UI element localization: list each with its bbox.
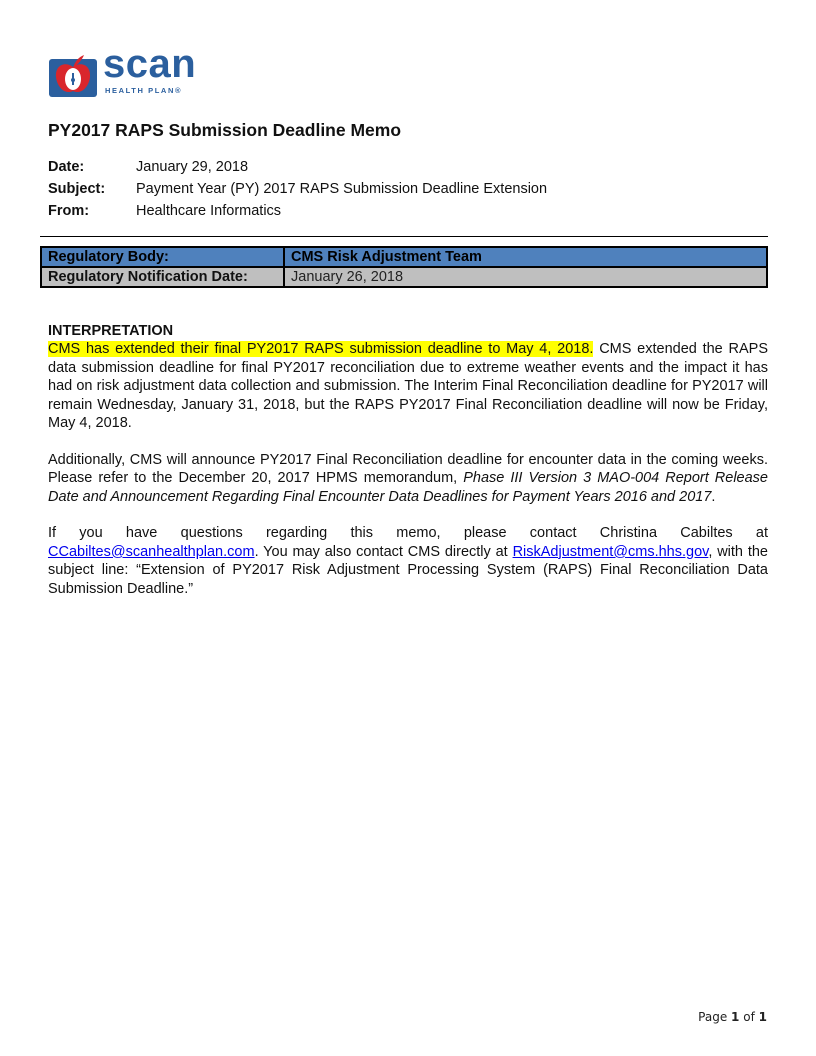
paragraph-2-end: .	[711, 488, 716, 505]
logo-subtitle: HEALTH PLAN®	[105, 86, 183, 95]
meta-subject-label: Subject:	[48, 181, 106, 197]
logo-wordmark: scan	[103, 42, 197, 86]
regulatory-date-value: January 26, 2018	[284, 267, 767, 287]
paragraph-2	[48, 451, 768, 506]
regulatory-body-label: Regulatory Body:	[41, 247, 284, 267]
scan-health-plan-logo	[49, 42, 209, 100]
meta-from-value: Healthcare Informatics	[136, 203, 282, 219]
regulatory-date-label: Regulatory Notification Date:	[41, 267, 284, 287]
paragraph-3-end: , with the subject line: “Extension of PY2017 Risk Adjustment Processing System (RAPS) Final Reconciliation Data Submission Deadline.”	[48, 543, 768, 597]
regulatory-body-value: CMS Risk Adjustment Team	[284, 247, 767, 267]
paragraph-3	[48, 524, 768, 598]
paragraph-1-text: CMS extended the RAPS data submission deadline for final PY2017 reconciliation due to extreme weather events and the impact it has had on risk adjustment data collection and submission. The Interim Final Reconciliation deadline for PY2017 will remain Wednesday, January 31, 2018, but the RAPS PY2017 Final Reconciliation deadline will now be Friday, May 4, 2018.	[48, 341, 768, 432]
meta-from-label: From:	[48, 203, 90, 219]
email-link-riskadjustment[interactable]: RiskAdjustment@cms.hhs.gov	[512, 543, 709, 560]
paragraph-1	[48, 340, 768, 432]
interpretation-heading: INTERPRETATION	[48, 323, 174, 339]
meta-row-date	[48, 158, 547, 180]
page-current: 1	[731, 1010, 740, 1024]
highlighted-sentence: CMS has extended their final PY2017 RAPS submission deadline to May 4, 2018.	[48, 341, 594, 358]
regulatory-table	[40, 246, 768, 288]
regulatory-date-row	[41, 267, 767, 287]
paragraph-3-mid: . You may also contact CMS directly at	[254, 543, 513, 560]
memo-title: PY2017 RAPS Submission Deadline Memo	[48, 120, 402, 140]
paragraph-3-text: If you have questions regarding this memo, please contact Christina Cabiltes at	[48, 525, 768, 542]
email-link-ccabiltes[interactable]: CCabiltes@scanhealthplan.com	[48, 543, 255, 560]
meta-row-from	[48, 202, 547, 224]
regulatory-body-row	[41, 247, 767, 267]
horizontal-divider	[40, 236, 768, 237]
meta-date-label: Date:	[48, 159, 85, 175]
page-word: Page	[698, 1010, 728, 1024]
paragraph-2-text: Additionally, CMS will announce PY2017 Final Reconciliation deadline for encounter data in the coming weeks. Please refer to the December 20, 2017 HPMS memorandum,	[48, 451, 768, 487]
page-total: 1	[758, 1010, 767, 1024]
memorandum-title: Phase III Version 3 MAO-004 Report Release Date and Announcement Regarding Final Encounter Data Deadlines for Payment Years 2016 and 2017	[48, 470, 768, 505]
apple-logo-icon	[49, 51, 97, 97]
page-number-footer	[698, 1010, 767, 1024]
of-word: of	[743, 1010, 755, 1024]
memo-body	[48, 322, 768, 616]
memo-meta	[48, 158, 547, 224]
meta-row-subject	[48, 180, 547, 202]
meta-date-value: January 29, 2018	[136, 159, 249, 175]
meta-subject-value: Payment Year (PY) 2017 RAPS Submission Deadline Extension	[136, 181, 548, 197]
